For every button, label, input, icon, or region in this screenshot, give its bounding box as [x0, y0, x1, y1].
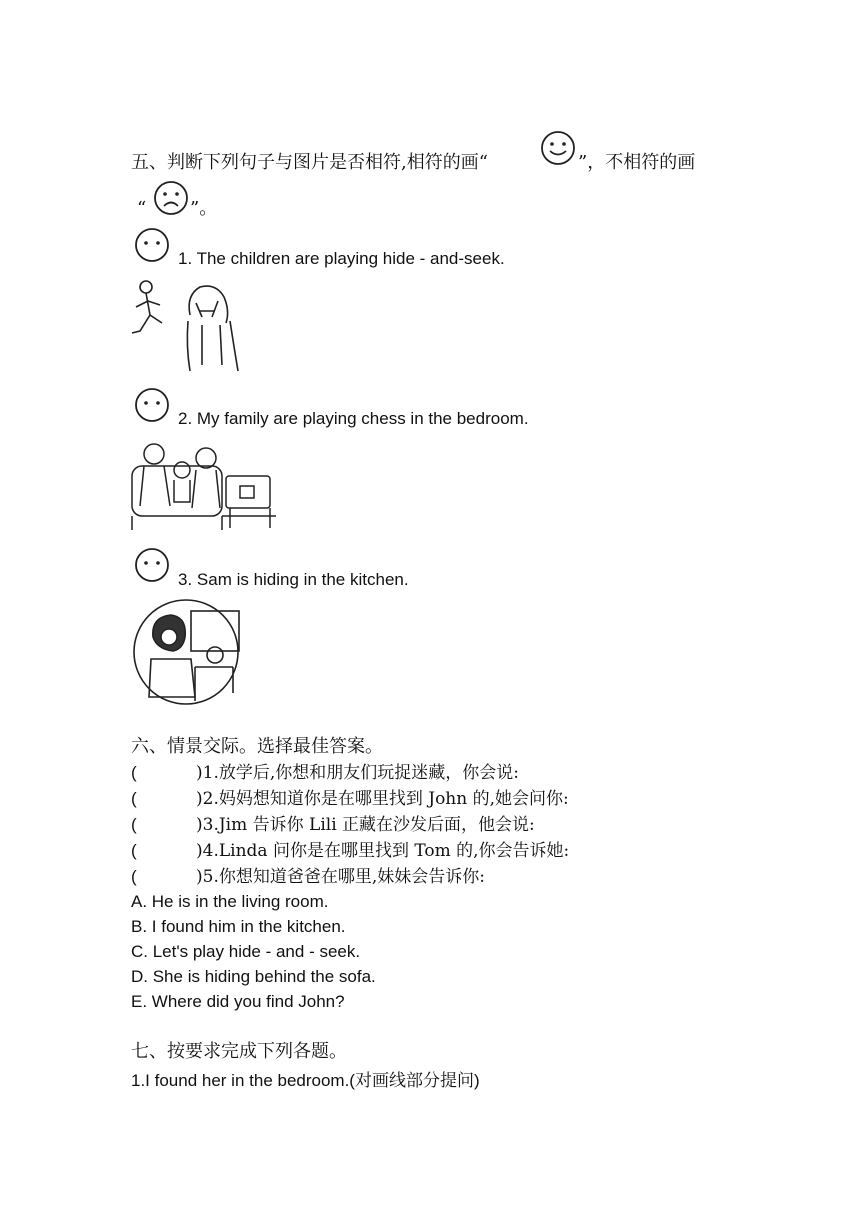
- section7-question-1: 1.I found her in the bedroom.(对画线部分提问): [131, 1071, 480, 1090]
- hide-and-seek-picture: [130, 275, 245, 373]
- question-2-text: )2.妈妈想知道你是在哪里找到 John 的,她会问你:: [196, 789, 569, 809]
- sad-face-icon: [152, 180, 190, 216]
- section5-heading-part2: ”，不相符的画: [578, 152, 696, 173]
- option-c: C. Let's play hide - and - seek.: [131, 942, 361, 961]
- question-2-paren: (: [131, 789, 137, 808]
- question-3-text: )3.Jim 告诉你 Lili 正藏在沙发后面，他会说:: [196, 815, 535, 835]
- item1-text: 1. The children are playing hide - and-seek.: [178, 249, 505, 268]
- question-3-paren: (: [131, 815, 137, 834]
- option-d: D. She is hiding behind the sofa.: [131, 967, 376, 986]
- question-4-paren: (: [131, 841, 137, 860]
- option-a: A. He is in the living room.: [131, 892, 329, 911]
- question-5-text: )5.你想知道爸爸在哪里,妹妹会告诉你:: [196, 867, 485, 887]
- kitchen-picture: [129, 597, 243, 707]
- neutral-face-icon: [133, 227, 171, 263]
- question-5-paren: (: [131, 867, 137, 886]
- section5-heading-part4: ”。: [190, 198, 218, 219]
- question-1-paren: (: [131, 763, 137, 782]
- option-e: E. Where did you find John?: [131, 992, 345, 1011]
- smile-face-icon: [539, 130, 577, 166]
- section7-heading: 七、按要求完成下列各题。: [131, 1041, 347, 1062]
- option-b: B. I found him in the kitchen.: [131, 917, 346, 936]
- item3-text: 3. Sam is hiding in the kitchen.: [178, 570, 409, 589]
- family-living-room-picture: [130, 436, 278, 534]
- question-4-text: )4.Linda 问你是在哪里找到 Tom 的,你会告诉她:: [196, 841, 570, 861]
- neutral-face-icon: [133, 547, 171, 583]
- section6-heading: 六、情景交际。选择最佳答案。: [131, 736, 383, 757]
- question-1-text: )1.放学后,你想和朋友们玩捉迷藏，你会说:: [196, 763, 519, 783]
- neutral-face-icon: [133, 387, 171, 423]
- section5-heading-part1: 五、判断下列句子与图片是否相符,相符的画“: [131, 152, 488, 173]
- section5-heading-part3: “: [137, 198, 147, 219]
- item2-text: 2. My family are playing chess in the bedroom.: [178, 409, 529, 428]
